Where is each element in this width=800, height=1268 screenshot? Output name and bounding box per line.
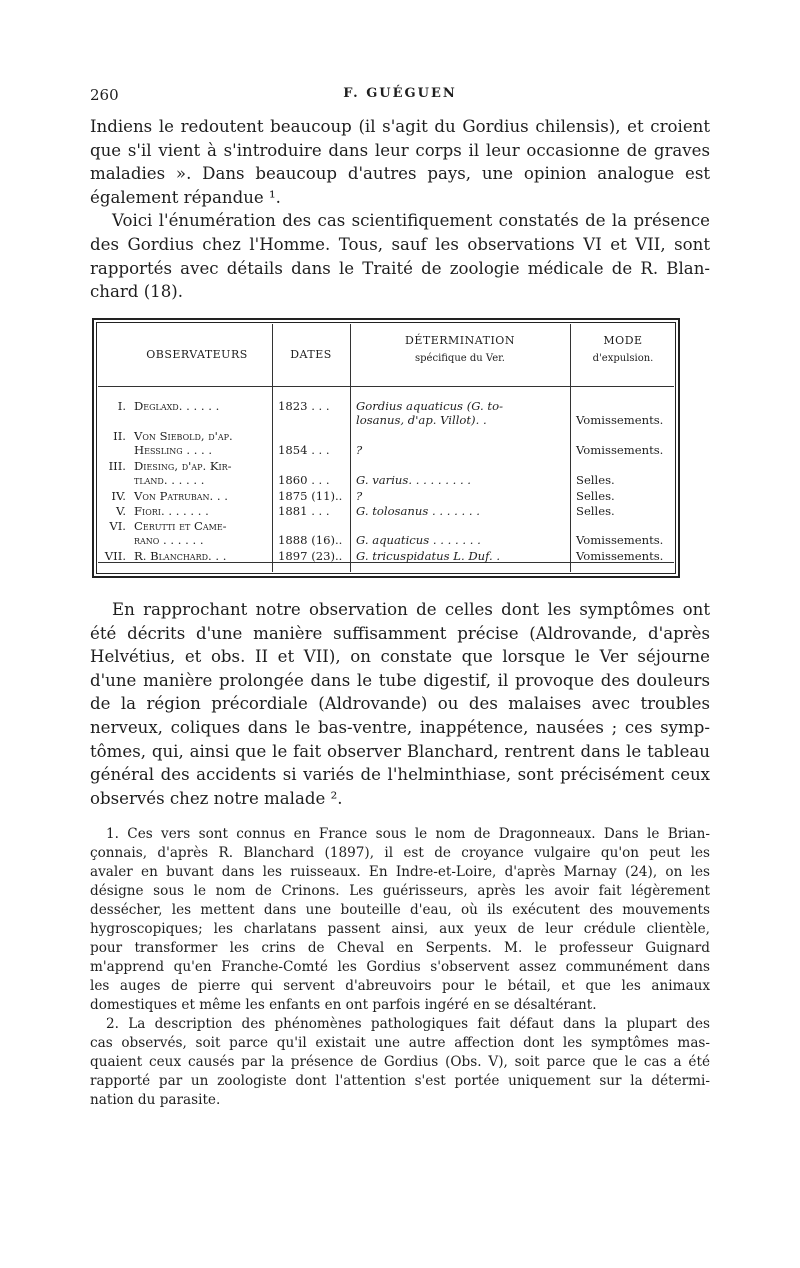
cell-det: G. aquaticus . . . . . . . bbox=[356, 533, 481, 547]
footnote-2 bbox=[90, 1015, 710, 1110]
text-line: été décrits d'une manière suffisamment précise (Aldrovande, d'après bbox=[90, 623, 710, 643]
header-observateurs: OBSERVATEURS bbox=[146, 348, 248, 361]
cell-obs: Von Siebold, d'ap. bbox=[134, 429, 233, 443]
text-line: nerveux, coliques dans le bas-ventre, inappétence, nausées ; ces symp- bbox=[90, 717, 710, 737]
text-line: 1. Ces vers sont connus en France sous le nom de Dragonneaux. Dans le Brian- bbox=[106, 826, 710, 842]
running-title: F. GUÉGUEN bbox=[343, 86, 457, 101]
cell-obs: rano . . . . . . bbox=[134, 533, 204, 547]
observations-table bbox=[92, 318, 680, 578]
text-line: pour transformer les crins de Cheval en Serpents. M. le professeur Guignard bbox=[90, 940, 710, 956]
text-line: Voici l'énumération des cas scientifiquement constatés de la présence bbox=[112, 211, 710, 231]
text-line: 2. La description des phénomènes pathologiques fait défaut dans la plupart des bbox=[106, 1016, 710, 1032]
cell-det: G. varius. . . . . . . . . bbox=[356, 473, 471, 487]
text-line: également répandue ¹. bbox=[90, 187, 281, 207]
text-line: de la région précordiale (Aldrovande) ou des malaises avec troubles bbox=[90, 694, 710, 714]
page-number: 260 bbox=[90, 86, 119, 104]
cell-date: 1897 (23).. bbox=[278, 549, 343, 563]
cell-obs: Fiori. . . . . . . bbox=[134, 504, 209, 518]
cell-obs: R. Blanchard. . . bbox=[134, 549, 227, 563]
cell-mode: Vomissements. bbox=[576, 549, 664, 563]
cell-mode: Vomissements. bbox=[576, 533, 664, 547]
cell-obs: tland. . . . . . bbox=[134, 473, 205, 487]
cell-date: 1854 . . . bbox=[278, 443, 330, 457]
cell-mode: Vomissements. bbox=[576, 413, 664, 427]
text-line: dessécher, les mettent dans une bouteille d'eau, où ils exécutent des mouvements bbox=[90, 902, 710, 918]
text-line: çonnais, d'après R. Blanchard (1897), il est de croyance vulgaire qu'on peut les bbox=[90, 845, 710, 861]
intro-paragraph bbox=[90, 115, 710, 304]
cell-mode: Vomissements. bbox=[576, 443, 664, 457]
row-number: V. bbox=[115, 504, 126, 518]
text-line: général des accidents si variés de l'helminthiase, sont précisément ceux bbox=[90, 765, 710, 785]
text-line: que s'il vient à s'introduire dans leur corps il leur occasionne de graves bbox=[90, 140, 710, 160]
text-line: d'une manière prolongée dans le tube digestif, il provoque des douleurs bbox=[90, 670, 710, 690]
row-number: VII. bbox=[104, 549, 126, 563]
cell-obs: Cerutti et Came- bbox=[134, 519, 227, 533]
cell-det: G. tricuspidatus L. Duf. . bbox=[356, 549, 501, 563]
cell-det: losanus, d'ap. Villot). . bbox=[356, 413, 487, 427]
text-line: observés chez notre malade ². bbox=[90, 788, 343, 808]
text-line: chard (18). bbox=[90, 282, 184, 302]
text-line: domestiques et même les enfants en ont parfois ingéré en se désaltérant. bbox=[90, 997, 597, 1013]
header-determination: DÉTERMINATION spécifique du Ver. bbox=[405, 334, 515, 364]
cell-date: 1881 . . . bbox=[278, 504, 330, 518]
text-line: Indiens le redoutent beaucoup (il s'agit du Gordius chilensis), et croient bbox=[90, 117, 710, 136]
row-number: II. bbox=[113, 429, 126, 443]
header-dates: DATES bbox=[290, 348, 332, 361]
cell-det: ? bbox=[356, 489, 363, 503]
row-number: I. bbox=[117, 399, 126, 413]
text-line: En rapprochant notre observation de celles dont les symptômes ont bbox=[112, 600, 710, 619]
cell-date: 1823 . . . bbox=[278, 399, 330, 413]
cell-det: Gordius aquaticus (G. to- bbox=[356, 399, 503, 413]
text-line: nation du parasite. bbox=[90, 1092, 221, 1108]
cell-obs: Deglaxd. . . . . . bbox=[134, 399, 220, 413]
row-number: III. bbox=[108, 459, 126, 473]
text-line: cas observés, soit parce qu'il existait une autre affection dont les symptômes mas- bbox=[90, 1035, 710, 1051]
text-line: quaient ceux causés par la présence de Gordius (Obs. V), soit parce que le cas a été bbox=[90, 1054, 710, 1070]
body-paragraph bbox=[90, 598, 710, 810]
row-number: IV. bbox=[111, 489, 126, 503]
cell-obs: Von Patruban. . . bbox=[134, 489, 228, 503]
text-line: des Gordius chez l'Homme. Tous, sauf les observations VI et VII, sont bbox=[90, 234, 710, 254]
cell-det: G. tolosanus . . . . . . . bbox=[356, 504, 480, 518]
text-line: hygroscopiques; les charlatans passent ainsi, aux yeux de leur crédule clientèle, bbox=[90, 921, 710, 937]
cell-det: ? bbox=[356, 443, 363, 457]
cell-date: 1888 (16).. bbox=[278, 533, 343, 547]
text-line: les auges de pierre qui servent d'abreuvoirs pour le bétail, et que les animaux bbox=[90, 978, 710, 994]
text-line: tômes, qui, ainsi que le fait observer Blanchard, rentrent dans le tableau bbox=[90, 741, 710, 761]
cell-obs: Hessling . . . . bbox=[134, 443, 213, 457]
text-line: m'apprend qu'en Franche-Comté les Gordius s'observent assez communément dans bbox=[90, 959, 710, 975]
cell-mode: Selles. bbox=[576, 504, 615, 518]
cell-date: 1860 . . . bbox=[278, 473, 330, 487]
footnote-1 bbox=[90, 825, 710, 1015]
cell-mode: Selles. bbox=[576, 473, 615, 487]
text-line: désigne sous le nom de Crinons. Les guérisseurs, après les avoir fait légèrement bbox=[90, 883, 710, 899]
cell-obs: Diesing, d'ap. Kir- bbox=[134, 459, 232, 473]
page-header bbox=[90, 86, 710, 106]
text-line: rapportés avec détails dans le Traité de zoologie médicale de R. Blan- bbox=[90, 258, 710, 278]
text-line: maladies ». Dans beaucoup d'autres pays, une opinion analogue est bbox=[90, 164, 710, 184]
cell-date: 1875 (11).. bbox=[278, 489, 343, 503]
row-number: VI. bbox=[109, 519, 126, 533]
cell-mode: Selles. bbox=[576, 489, 615, 503]
text-line: Helvétius, et obs. II et VII), on constate que lorsque le Ver séjourne bbox=[90, 647, 710, 667]
text-line: rapporté par un zoologiste dont l'attention s'est portée uniquement sur la détermi- bbox=[90, 1073, 710, 1089]
text-line: avaler en buvant dans les ruisseaux. En Indre-et-Loire, d'après Marnay (24), on les bbox=[90, 864, 710, 880]
header-mode: MODE d'expulsion. bbox=[592, 334, 654, 364]
